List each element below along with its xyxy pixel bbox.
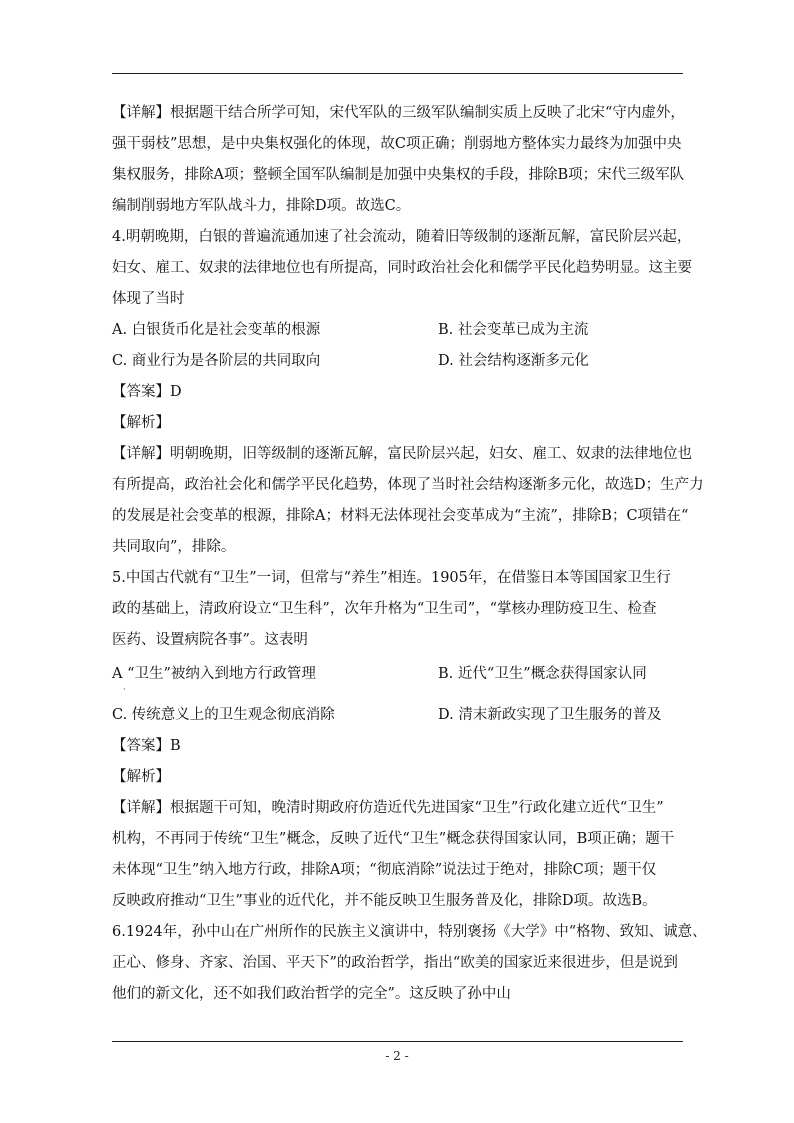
question-6-line-3: 他们的新文化，还不如我们政治哲学的完全”。这反映了孙中山 (112, 986, 511, 1002)
question-5-line-2: 政的基础上，清政府设立“卫生科”，次年升格为“卫生司”，“掌核办理防疫卫生、检查 (112, 601, 657, 617)
explanation-q5-line-4: 反映政府推动“卫生”事业的近代化，并不能反映卫生服务普及化，排除D项。故选B。 (112, 893, 657, 909)
explanation-q4-line-2: 有所提高，政治社会化和儒学平民化趋势，体现了当时社会结构逐渐多元化，故选D；生产力 (112, 477, 704, 493)
explanation-q4-line-3: 的发展是社会变革的根源，排除A；材料无法体现社会变革成为“主流”，排除B；C项错在“ (112, 508, 689, 524)
explanation-q3-line-4: 编制削弱地方军队战斗力，排除D项。故选C。 (112, 198, 411, 214)
q5-option-b: B. 近代“卫生”概念获得国家认同 (438, 666, 647, 682)
explanation-q4-line-1: 【详解】明朝晚期，旧等级制的逐渐瓦解，富民阶层兴起，妇女、雇工、奴隶的法律地位也 (112, 446, 692, 462)
q5-answer: 【答案】B (112, 738, 181, 754)
q5-analysis-heading: 【解析】 (112, 769, 170, 785)
explanation-q4-line-4: 共同取向”，排除。 (112, 539, 236, 555)
q4-option-c: C. 商业行为是各阶层的共同取向 (112, 353, 321, 369)
question-5-line-3: 医药、设置病院各事”。这表明 (112, 632, 308, 648)
explanation-q3-line-1: 【详解】根据题干结合所学可知，宋代军队的三级军队编制实质上反映了北宋“守内虚外， (112, 105, 685, 121)
explanation-q3-line-2: 强干弱枝”思想，是中央集权强化的体现，故C项正确；削弱地方整体实力最终为加强中央 (112, 136, 682, 152)
q5-option-a-dot: · (123, 685, 126, 694)
q4-option-b: B. 社会变革已成为主流 (438, 322, 589, 338)
question-4-line-2: 妇女、雇工、奴隶的法律地位也有所提高，同时政治社会化和儒学平民化趋势明显。这主要 (112, 260, 692, 276)
q5-option-a: A “卫生”被纳入到地方行政管理 (112, 666, 316, 682)
explanation-q5-line-2: 机构，不再同于传统“卫生”概念，反映了近代“卫生”概念获得国家认同，B项正确；题干 (112, 831, 675, 847)
page-number: - 2 - (385, 1049, 409, 1063)
explanation-q5-line-1: 【详解】根据题干可知，晚清时期政府仿造近代先进国家“卫生”行政化建立近代“卫生” (112, 800, 664, 816)
q4-answer: 【答案】D (112, 384, 182, 400)
question-5-line-1: 5.中国古代就有“卫生”一词，但常与“养生”相连。1905年，在借鉴日本等国国家卫生行 (112, 570, 671, 586)
q5-option-d: D. 清末新政实现了卫生服务的普及 (438, 707, 662, 723)
question-4-line-3: 体现了当时 (112, 291, 185, 307)
q4-analysis-heading: 【解析】 (112, 415, 170, 431)
q5-option-c: C. 传统意义上的卫生观念彻底消除 (112, 707, 335, 723)
question-4-line-1: 4.明朝晚期，白银的普遍流通加速了社会流动，随着旧等级制的逐渐瓦解，富民阶层兴起， (112, 229, 692, 245)
q4-option-a: A. 白银货币化是社会变革的根源 (112, 322, 321, 338)
q4-option-d: D. 社会结构逐渐多元化 (438, 353, 589, 369)
header-rule (112, 73, 683, 74)
explanation-q5-line-3: 未体现“卫生”纳入地方行政，排除A项；“彻底消除”说法过于绝对，排除C项；题干仅 (112, 862, 657, 878)
explanation-q3-line-3: 集权服务，排除A项；整顿全国军队编制是加强中央集权的手段，排除B项；宋代三级军队 (112, 167, 685, 183)
footer-rule (112, 1041, 683, 1042)
question-6-line-2: 正心、修身、齐家、治国、平天下”的政治哲学，指出“欧美的国家近来很进步，但是说到 (112, 955, 678, 971)
question-6-line-1: 6.1924年，孙中山在广州所作的民族主义演讲中，特别褒扬《大学》中“格物、致知、诚意、 (112, 924, 707, 940)
